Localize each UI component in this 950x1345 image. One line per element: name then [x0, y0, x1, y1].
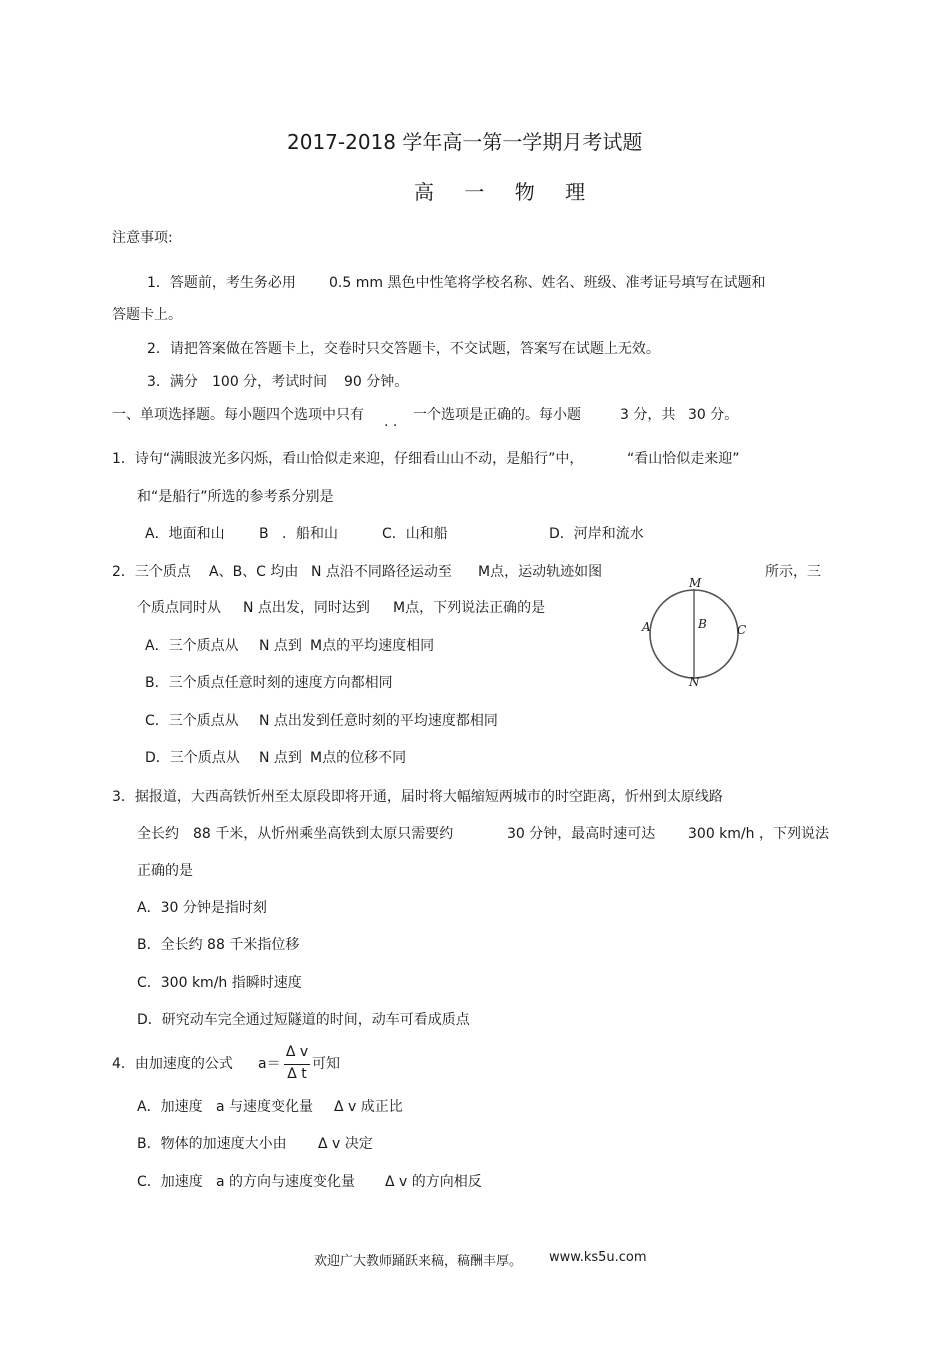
q2-option-c-part-2: N 点出发到任意时刻的平均速度都相同	[259, 713, 498, 729]
q2-stem-c: N 点沿不同路径运动至	[311, 564, 452, 580]
q2-stem-d: M点，运动轨迹如图	[478, 564, 603, 580]
q3-stem-c: 88 千米，从忻州乘坐高铁到太原只需要约	[193, 826, 454, 842]
q3-stem-b: 全长约	[137, 826, 179, 842]
label-c: C	[737, 623, 747, 637]
footer-url[interactable]: www.ks5u.com	[549, 1250, 647, 1265]
q3-option-a: A．30 分钟是指时刻	[137, 900, 267, 916]
q2-option-d-part-3: M点的位移不同	[310, 750, 407, 766]
note-1-part-c: 答题卡上。	[112, 307, 182, 323]
q3-stem-e: 300 km/h ，下列说法	[688, 826, 829, 842]
section-intro-a: 一、单项选择题。每小题四个选项中只有	[112, 407, 364, 423]
q2-option-c-part-1: C．三个质点从	[145, 713, 239, 729]
emphasis-dots: . .	[384, 414, 398, 430]
q1-option-b-letter: B	[259, 526, 269, 542]
q1-stem-a: 1．诗句“满眼波光多闪烁，看山恰似走来迎，仔细看山山不动，是船行”中，	[112, 451, 584, 467]
note-1-part-a: 1．答题前，考生务必用	[147, 275, 296, 291]
q1-option-b: ．船和山	[282, 526, 338, 542]
section-intro-b: 一个选项是正确的。每小题	[413, 407, 581, 423]
q2-stem-h: M点，下列说法正确的是	[393, 600, 546, 616]
q1-stem-b: “看山恰似走来迎”	[627, 451, 740, 467]
q4-option-b-part-2: Δ v 决定	[318, 1136, 373, 1152]
q2-stem-f: 个质点同时从	[137, 600, 221, 616]
q2-option-d-part-1: D．三个质点从	[145, 750, 240, 766]
q2-stem-a: 2．三个质点	[112, 564, 191, 580]
q2-stem-b: A、B、C 均由	[209, 564, 299, 580]
q2-option-d-part-2: N 点到	[259, 750, 302, 766]
fraction-bar	[284, 1064, 310, 1065]
section-intro-d: 30 分。	[688, 407, 739, 423]
note-3-part-a: 3．满分	[147, 374, 198, 390]
q2-option-b: B．三个质点任意时刻的速度方向都相同	[145, 675, 393, 691]
q1-stem-c: 和“是船行”所选的参考系分别是	[137, 489, 334, 505]
q4-option-c-part-1: C．加速度	[137, 1174, 203, 1190]
q4-option-a-part-1: A．加速度	[137, 1099, 203, 1115]
q3-option-c: C．300 km/h 指瞬时速度	[137, 975, 302, 991]
q3-stem-d: 30 分钟，最高时速可达	[507, 826, 656, 842]
q4-option-a-part-2: a 与速度变化量	[216, 1099, 314, 1115]
footer-text: 欢迎广大教师踊跃来稿，稿酬丰厚。	[314, 1254, 523, 1269]
q4-option-c-part-2: a 的方向与速度变化量	[216, 1174, 356, 1190]
q3-option-d: D．研究动车完全通过短隧道的时间，动车可看成质点	[137, 1012, 470, 1028]
fraction-numerator: Δ v	[285, 1044, 309, 1060]
q1-option-a: A．地面和山	[145, 526, 225, 542]
q1-option-c: C．山和船	[382, 526, 448, 542]
q2-option-a-part-2: N 点到	[259, 638, 302, 654]
label-m: M	[689, 576, 702, 590]
q2-option-a-part-3: M点的平均速度相同	[310, 638, 435, 654]
note-3-part-b: 100 分，考试时间	[212, 374, 328, 390]
q4-option-c-part-3: Δ v 的方向相反	[385, 1174, 482, 1190]
page-title: 2017-2018 学年高一第一学期月考试题	[287, 130, 643, 154]
fraction-denominator: Δ t	[287, 1066, 307, 1082]
q3-option-b: B．全长约 88 千米指位移	[137, 937, 300, 953]
q4-stem-c: 可知	[312, 1056, 340, 1072]
q3-stem-a: 3．据报道，大西高铁忻州至太原段即将开通，届时将大幅缩短两城市的时空距离，忻州到太原线路	[112, 789, 723, 805]
q4-option-b-part-1: B．物体的加速度大小由	[137, 1136, 287, 1152]
note-3-part-c: 90 分钟。	[344, 374, 409, 390]
note-1-part-b: 0.5 mm 黑色中性笔将学校名称、姓名、班级、准考证号填写在试题和	[329, 275, 766, 291]
section-intro-c: 3 分，共	[620, 407, 676, 423]
subject-title: 高 一 物 理	[414, 180, 598, 204]
q2-option-a-part-1: A．三个质点从	[145, 638, 239, 654]
trajectory-figure	[636, 574, 752, 690]
q4-option-a-part-3: Δ v 成正比	[334, 1099, 403, 1115]
label-a: A	[642, 620, 651, 634]
q3-stem-f: 正确的是	[137, 863, 193, 879]
label-b: B	[698, 617, 707, 631]
notes-heading: 注意事项:	[112, 230, 173, 246]
label-n: N	[689, 675, 700, 689]
q4-stem-b: a＝	[258, 1056, 281, 1072]
q2-stem-e: 所示，三	[765, 564, 821, 580]
q1-option-d: D．河岸和流水	[549, 526, 644, 542]
q4-stem-a: 4．由加速度的公式	[112, 1056, 233, 1072]
note-2: 2．请把答案做在答题卡上，交卷时只交答题卡，不交试题，答案写在试题上无效。	[147, 341, 660, 357]
q2-stem-g: N 点出发，同时达到	[243, 600, 370, 616]
